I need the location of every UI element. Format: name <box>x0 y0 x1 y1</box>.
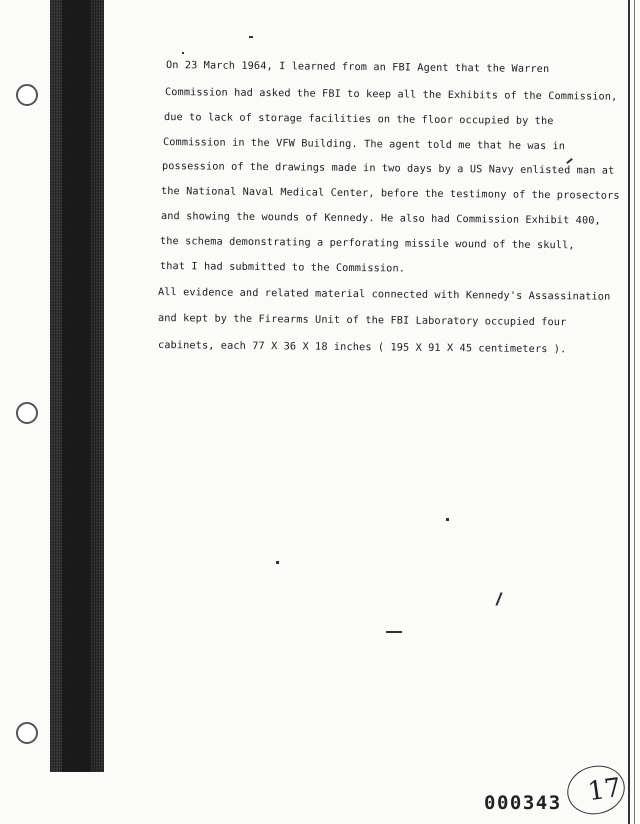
memo-line-9: that I had submitted to the Commission. <box>159 261 406 275</box>
memo-line-1: On 23 March 1964, I learned from an FBI Agent that the Warren <box>165 60 550 76</box>
memo-line-5: possession of the drawings made in two days by a US Navy enlisted man at <box>161 161 615 177</box>
handwritten-page-number: 17 <box>586 772 624 808</box>
photocopy-speck <box>446 518 449 521</box>
memo-line-6: the National Naval Medical Center, before the testimony of the prosectors <box>160 186 620 202</box>
memo-line-7: and showing the wounds of Kennedy. He also had Commission Exhibit 400, <box>160 211 601 227</box>
memo-line-3: due to lack of storage facilities on the floor occupied by the <box>163 112 554 128</box>
document-number: 000343 <box>484 792 562 814</box>
photocopy-speck <box>386 631 402 633</box>
memo-line-8: the schema demonstrating a perforating missile wound of the skull, <box>159 236 575 252</box>
photocopy-speck <box>276 561 279 564</box>
photocopy-speck <box>182 52 184 54</box>
photocopy-speck <box>249 36 253 38</box>
memo-line-2: Commission had asked the FBI to keep all the Exhibits of the Commission, <box>164 87 618 103</box>
memo-line-11: and kept by the Firearms Unit of the FBI Laboratory occupied four <box>157 313 567 329</box>
memo-line-10: All evidence and related material connected with Kennedy's Assassination <box>157 287 611 303</box>
memo-line-12: cabinets, each 77 X 36 X 18 inches ( 195 X 91 X 45 centimeters ). <box>157 340 567 356</box>
memo-line-4: Commission in the VFW Building. The agent told me that he was in <box>162 137 566 153</box>
